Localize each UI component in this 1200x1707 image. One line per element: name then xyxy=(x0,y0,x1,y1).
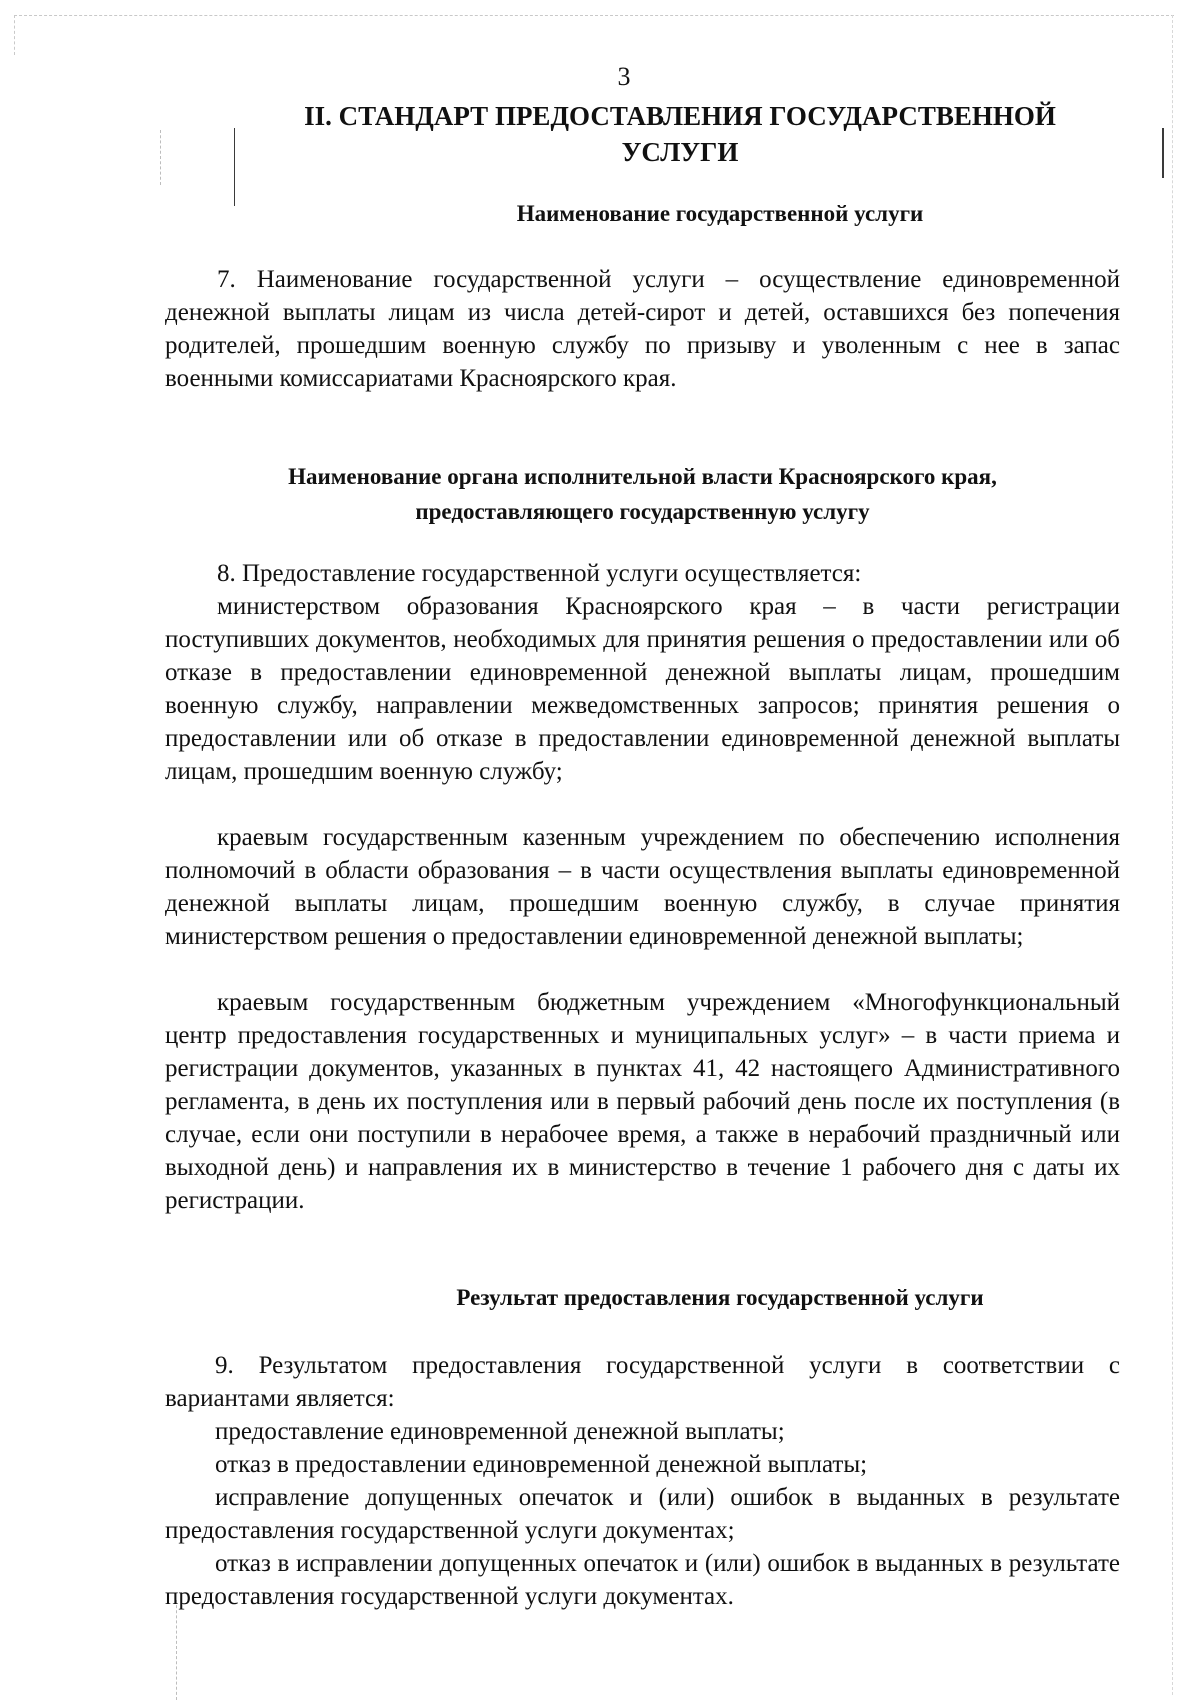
scan-edge-top xyxy=(14,15,1174,16)
scan-mark-left xyxy=(234,128,235,206)
paragraph-9-item-1: предоставление единовременной денежной выплаты; xyxy=(215,1418,785,1445)
scan-mark-faint xyxy=(160,130,161,185)
paragraph-9-item-3: исправление допущенных опечаток и (или) ошибок в выданных в результате предоставления государственной услуги документах; xyxy=(165,1484,1120,1544)
paragraph-8-institution: краевым государственным казенным учреждением по обеспечению исполнения полномочий в области образования – в части осуществления выплаты единовременной денежной выплаты лицам, прошедшим военную службу, в случае принятия министерством решения о предоставлении единовременной денежной выплаты; xyxy=(165,824,1120,950)
paragraph-8-ministry: министерством образования Красноярского края – в части регистрации поступивших документов, необходимых для принятия решения о предоставлении или об отказе в предоставлении единовременной денежной выплаты лицам, прошедшим военную службу, направлении межведомственных запросов; принятия решения о предоставлении или об отказе в предоставлении единовременной денежной выплаты лицам, прошедшим военную службу; xyxy=(165,593,1120,785)
paragraph-9-item-4: отказ в исправлении допущенных опечаток и (или) ошибок в выданных в результате предоставления государственной услуги документах. xyxy=(165,1550,1120,1610)
scan-edge-right xyxy=(1172,15,1173,1695)
heading-authority-name xyxy=(165,459,1120,529)
scan-edge-left xyxy=(14,15,15,55)
paragraph-7: 7. Наименование государственной услуги – осуществление единовременной денежной выплаты лицам из числа детей-сирот и детей, оставшихся без попечения родителей, прошедшим военную службу по призыву и уволенным с нее в запас военными комиссариатами Красноярского края. xyxy=(165,266,1120,392)
paragraph-9-item-2: отказ в предоставлении единовременной денежной выплаты; xyxy=(215,1451,868,1478)
heading-authority-line2: предоставляющего государственную услугу xyxy=(415,499,870,524)
paragraph-9-intro: 9. Результатом предоставления государственной услуги в соответствии с вариантами является: xyxy=(165,1352,1120,1412)
heading-authority-line1: Наименование органа исполнительной власти Красноярского края, xyxy=(288,464,997,489)
heading-result: Результат предоставления государственной услуги xyxy=(456,1285,984,1310)
page-number: 3 xyxy=(617,62,631,91)
scan-mark-faint-bottom xyxy=(176,1600,177,1700)
heading-service-name: Наименование государственной услуги xyxy=(516,201,924,226)
paragraph-8-mfc: краевым государственным бюджетным учреждением «Многофункциональный центр предоставления государственных и муниципальных услуг» – в части приема и регистрации документов, указанных в пунктах 41, 42 настоящего Административного регламента, в день их поступления или в первый рабочий день после их поступления (в случае, если они поступили в нерабочее время, а также в нерабочий праздничный или выходной день) и направления их в министерство в течение 1 рабочего дня с даты их регистрации. xyxy=(165,989,1120,1214)
section-title: II. СТАНДАРТ ПРЕДОСТАВЛЕНИЯ ГОСУДАРСТВЕННОЙ УСЛУГИ xyxy=(304,101,1056,167)
scan-mark-right xyxy=(1162,128,1164,178)
paragraph-8-intro: 8. Предоставление государственной услуги осуществляется: xyxy=(217,560,862,587)
